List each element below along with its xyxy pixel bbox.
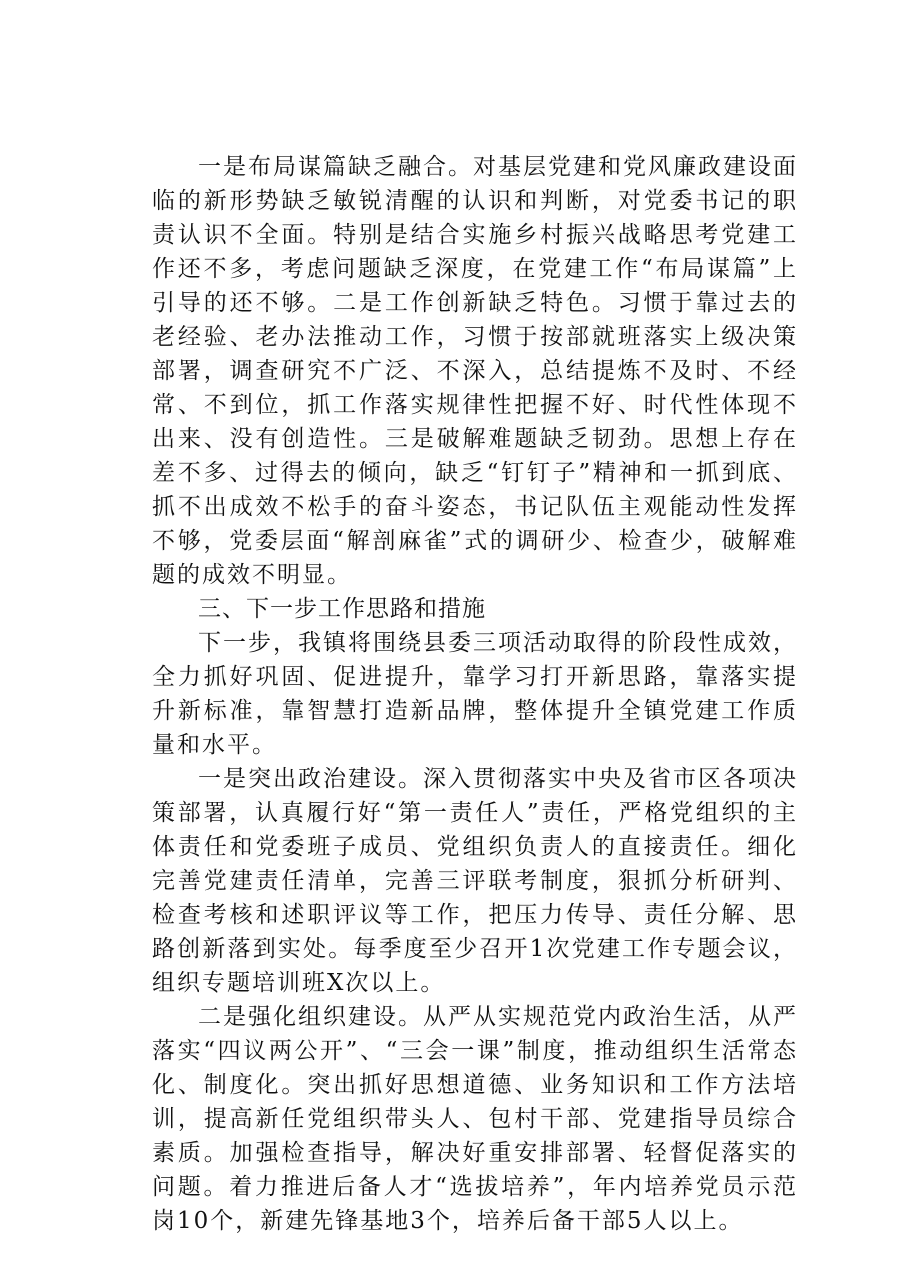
document-page	[152, 150, 798, 1238]
paragraph-next-steps: 下一步，我镇将围绕县委三项活动取得的阶段性成效，全力抓好巩固、促进提升，靠学习打开新思路，靠落实提升新标准，靠智慧打造新品牌，整体提升全镇党建工作质量和水平。	[152, 630, 798, 758]
paragraph-political-building: 一是突出政治建设。深入贯彻落实中央及省市区各项决策部署，认真履行好“第一责任人”责任，严格党组织的主体责任和党委班子成员、党组织负责人的直接责任。细化完善党建责任清单，完善三评联考制度，狠抓分析研判、检查考核和述职评议等工作，把压力传导、责任分解、思路创新落到实处。每季度至少召开1次党建工作专题会议，组织专题培训班X次以上。	[152, 766, 798, 996]
section-heading: 三、下一步工作思路和措施	[198, 596, 486, 622]
paragraph-weaknesses: 一是布局谋篇缺乏融合。对基层党建和党风廉政建设面临的新形势缺乏敏锐清醒的认识和判断，对党委书记的职责认识不全面。特别是结合实施乡村振兴战略思考党建工作还不多，考虑问题缺乏深度，在党建工作“布局谋篇”上引导的还不够。二是工作创新缺乏特色。习惯于靠过去的老经验、老办法推动工作，习惯于按部就班落实上级决策部署，调查研究不广泛、不深入，总结提炼不及时、不经常、不到位，抓工作落实规律性把握不好、时代性体现不出来、没有创造性。三是破解难题缺乏韧劲。思想上存在差不多、过得去的倾向，缺乏“钉钉子”精神和一抓到底、抓不出成效不松手的奋斗姿态，书记队伍主观能动性发挥不够，党委层面“解剖麻雀”式的调研少、检查少，破解难题的成效不明显。	[152, 154, 798, 588]
paragraph-organization-building: 二是强化组织建设。从严从实规范党内政治生活，从严落实“四议两公开”、“三会一课”制度，推动组织生活常态化、制度化。突出抓好思想道德、业务知识和工作方法培训，提高新任党组织带头人、包村干部、党建指导员综合素质。加强检查指导，解决好重安排部署、轻督促落实的问题。着力推进后备人才“选拔培养”，年内培养党员示范岗10个，新建先锋基地3个，培养后备干部5人以上。	[152, 1004, 798, 1234]
